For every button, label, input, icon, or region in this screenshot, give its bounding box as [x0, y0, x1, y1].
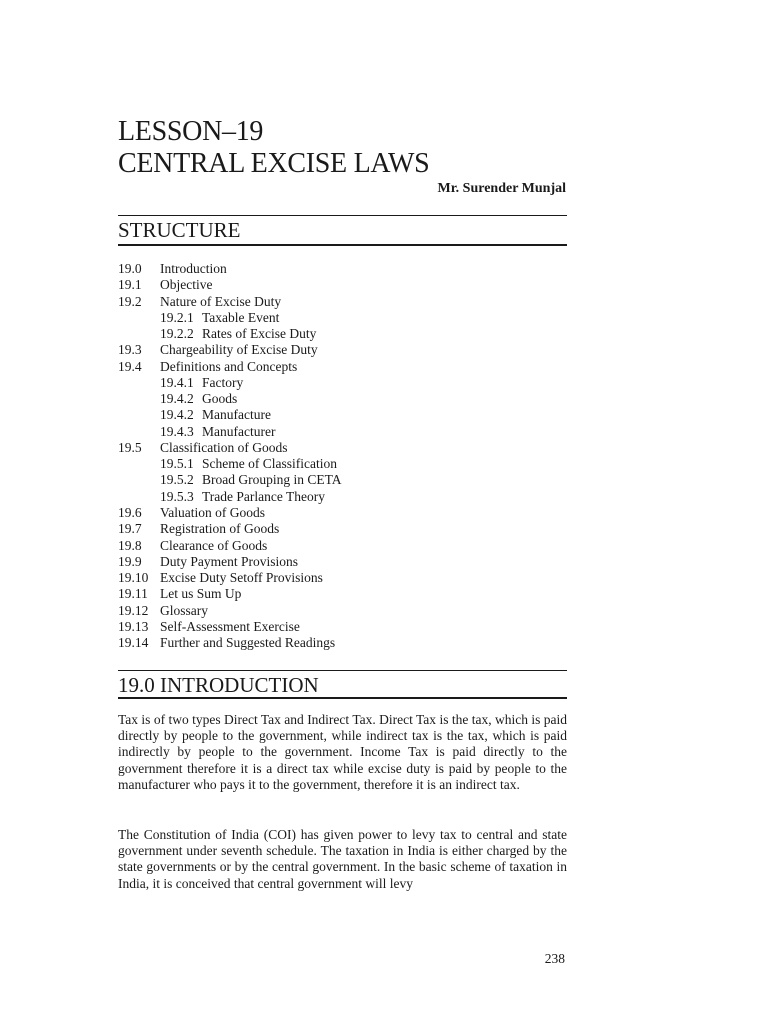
structure-item-label: Self-Assessment Exercise: [160, 618, 300, 634]
structure-item-number: 19.4.2: [160, 407, 194, 423]
structure-item-number: 19.1: [118, 277, 142, 293]
structure-item-number: 19.3: [118, 342, 142, 358]
structure-item: [118, 570, 567, 586]
structure-item-label: Scheme of Classification: [202, 456, 337, 472]
structure-item: [118, 619, 567, 635]
structure-item: [118, 294, 567, 310]
structure-item: [118, 375, 567, 391]
structure-heading: [118, 215, 567, 246]
structure-item-number: 19.10: [118, 570, 149, 586]
structure-item-label: Clearance of Goods: [160, 537, 268, 553]
structure-item-number: 19.7: [118, 521, 142, 537]
structure-heading-text: STRUCTURE: [118, 218, 241, 242]
structure-item-label: Broad Grouping in CETA: [202, 472, 342, 488]
page-number: 238: [544, 951, 565, 966]
structure-item-number: 19.12: [118, 602, 149, 618]
structure-item-label: Duty Payment Provisions: [160, 553, 299, 569]
structure-item-label: Objective: [160, 277, 213, 293]
structure-item: [118, 391, 567, 407]
structure-item-label: Manufacturer: [202, 423, 276, 439]
lesson-number: LESSON–19: [118, 116, 264, 147]
structure-item-number: 19.4.3: [160, 423, 194, 439]
structure-item-label: Introduction: [160, 261, 227, 276]
structure-item-label: Rates of Excise Duty: [202, 326, 317, 342]
structure-item: [118, 326, 567, 342]
structure-item-number: 19.2: [118, 293, 142, 309]
structure-item-number: 19.5.2: [160, 472, 194, 488]
structure-item-label: Let us Sum Up: [160, 586, 242, 602]
lesson-title: CENTRAL EXCISE LAWS: [118, 148, 430, 179]
introduction-paragraph-1: Tax is of two types Direct Tax and Indirect Tax. Direct Tax is the tax, which is paid directly by people to the government, while indirect tax is the tax, which is paid indirectly by people to the government. Income Tax is paid directly to the government therefore it is a direct tax while excise duty is paid by people to the manufacturer who pays it to the government, therefore it is an indirect tax.: [118, 712, 567, 792]
introduction-heading-text: 19.0 INTRODUCTION: [118, 673, 319, 697]
structure-item: [118, 440, 567, 456]
structure-item: [118, 472, 567, 488]
structure-item-number: 19.9: [118, 553, 142, 569]
structure-item: [118, 359, 567, 375]
structure-item-number: 19.5.1: [160, 456, 194, 472]
lesson-title-block: [118, 116, 568, 180]
structure-item-label: Glossary: [160, 602, 208, 618]
structure-item-number: 19.6: [118, 504, 142, 520]
structure-item: [118, 342, 567, 358]
structure-item: [118, 538, 567, 554]
structure-item-label: Excise Duty Setoff Provisions: [160, 570, 323, 586]
structure-list: [118, 261, 567, 651]
structure-item-label: Goods: [202, 391, 238, 407]
structure-item-number: 19.5.3: [160, 488, 194, 504]
structure-item: [118, 424, 567, 440]
structure-item: [118, 635, 567, 651]
introduction-paragraph-2: The Constitution of India (COI) has given power to levy tax to central and state government under seventh schedule. The taxation in India is either charged by the state governments or by the central government. In the basic scheme of taxation in India, it is conceived that central government will levy: [118, 827, 567, 891]
structure-item-number: 19.4.1: [160, 374, 194, 390]
structure-item-label: Taxable Event: [202, 309, 280, 325]
structure-item: [118, 261, 567, 277]
structure-item: [118, 407, 567, 423]
structure-item: [118, 505, 567, 521]
author-name: Mr. Surender Munjal: [437, 181, 566, 196]
structure-item: [118, 456, 567, 472]
structure-item-label: Valuation of Goods: [160, 504, 265, 520]
structure-item-label: Nature of Excise Duty: [160, 293, 282, 309]
structure-item-label: Chargeability of Excise Duty: [160, 342, 318, 358]
structure-item: [118, 554, 567, 570]
structure-item-number: 19.5: [118, 439, 142, 455]
structure-item-label: Classification of Goods: [160, 439, 288, 455]
structure-item: [118, 586, 567, 602]
structure-item-number: 19.0: [118, 261, 142, 276]
structure-item-label: Further and Suggested Readings: [160, 635, 336, 651]
structure-item-number: 19.4.2: [160, 391, 194, 407]
structure-item-label: Factory: [202, 374, 244, 390]
structure-item-number: 19.13: [118, 618, 149, 634]
structure-item-number: 19.2.2: [160, 326, 194, 342]
structure-item-label: Trade Parlance Theory: [202, 488, 325, 504]
structure-item-label: Manufacture: [202, 407, 271, 423]
structure-item-number: 19.4: [118, 358, 142, 374]
structure-item-number: 19.8: [118, 537, 142, 553]
structure-item-label: Definitions and Concepts: [160, 358, 298, 374]
structure-item-number: 19.14: [118, 635, 149, 651]
structure-item-label: Registration of Goods: [160, 521, 280, 537]
structure-item: [118, 310, 567, 326]
structure-item: [118, 489, 567, 505]
introduction-heading: [118, 670, 567, 699]
structure-item: [118, 277, 567, 293]
structure-item: [118, 521, 567, 537]
structure-item: [118, 603, 567, 619]
structure-item-number: 19.11: [118, 586, 148, 602]
structure-item-number: 19.2.1: [160, 309, 194, 325]
